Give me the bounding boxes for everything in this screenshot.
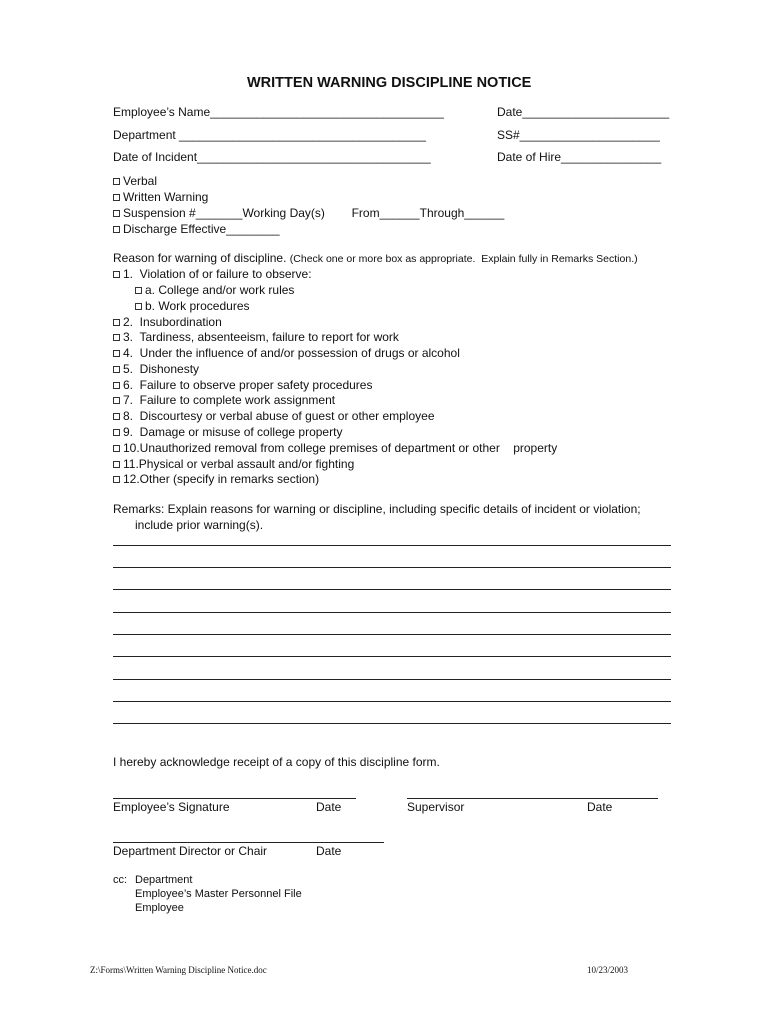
checkbox-icon[interactable] [113, 476, 120, 483]
reason-item-7[interactable] [113, 394, 335, 406]
department-field[interactable]: Department _____________________________________ [113, 128, 426, 142]
cc-item: Employee [135, 902, 184, 914]
checkbox-icon[interactable] [113, 461, 120, 468]
checkbox-icon[interactable] [113, 429, 120, 436]
reason-item-label: 5. Dishonesty [123, 362, 200, 376]
checkbox-icon[interactable] [113, 350, 120, 357]
reason-item-label: 10.Unauthorized removal from college premises of department or other property [123, 441, 558, 455]
checkbox-icon[interactable] [135, 287, 142, 294]
director-label: Department Director or Chair [113, 844, 268, 858]
employee-signature-line[interactable] [113, 798, 356, 799]
reason-item-11[interactable] [113, 458, 354, 470]
suspension-option[interactable] [113, 207, 504, 219]
remarks-instructions: Remarks: Explain reasons for warning or discipline, including specific details of incident or violation; [113, 502, 641, 516]
supervisor-label: Supervisor [407, 800, 465, 814]
checkbox-icon[interactable] [113, 413, 120, 420]
discharge-option[interactable] [113, 223, 280, 235]
page-title: WRITTEN WARNING DISCIPLINE NOTICE [247, 75, 532, 91]
reason-intro-note: (Check one or more box as appropriate. Explain fully in Remarks Section.) [289, 253, 638, 265]
reason-item-10[interactable] [113, 442, 557, 454]
checkbox-icon[interactable] [113, 226, 120, 233]
cc-item: Employee’s Master Personnel File [135, 888, 302, 900]
reason-item-label: b. Work procedures [145, 299, 250, 313]
remarks-line[interactable] [113, 612, 671, 613]
date-of-hire-field[interactable]: Date of Hire_______________ [497, 150, 662, 164]
employee-date-label: Date [316, 800, 342, 814]
date-of-incident-field[interactable]: Date of Incident___________________________________ [113, 150, 431, 164]
footer-date: 10/23/2003 [587, 965, 629, 975]
remarks-line[interactable] [113, 723, 671, 724]
director-signature-line[interactable] [113, 842, 384, 843]
remarks-line[interactable] [113, 589, 671, 590]
remarks-line[interactable] [113, 634, 671, 635]
verbal-label: Verbal [123, 174, 158, 188]
verbal-option[interactable] [113, 175, 157, 187]
reason-item-1[interactable] [113, 268, 312, 280]
reason-item-8[interactable] [113, 410, 435, 422]
reason-item-1a[interactable] [135, 284, 294, 296]
footer-file-path: Z:\Forms\Written Warning Discipline Notice.doc [90, 965, 267, 975]
reason-item-label: 9. Damage or misuse of college property [123, 425, 343, 439]
reason-item-9[interactable] [113, 426, 342, 438]
reason-item-label: 7. Failure to complete work assignment [123, 393, 336, 407]
suspension-label: Suspension #_______Working Day(s) From______Through______ [123, 206, 505, 220]
checkbox-icon[interactable] [113, 194, 120, 201]
employee-signature-label: Employee’s Signature [113, 800, 230, 814]
checkbox-icon[interactable] [113, 397, 120, 404]
remarks-line[interactable] [113, 701, 671, 702]
remarks-line[interactable] [113, 567, 671, 568]
reason-item-12[interactable] [113, 473, 319, 485]
checkbox-icon[interactable] [113, 334, 120, 341]
reason-item-label: 6. Failure to observe proper safety procedures [123, 378, 373, 392]
reason-intro-text: Reason for warning of discipline. [113, 251, 287, 265]
supervisor-signature-line[interactable] [407, 798, 658, 799]
reason-item-5[interactable] [113, 363, 199, 375]
reason-item-label: 12.Other (specify in remarks section) [123, 472, 320, 486]
checkbox-icon[interactable] [113, 366, 120, 373]
reason-item-label: a. College and/or work rules [145, 283, 295, 297]
remarks-line[interactable] [113, 545, 671, 546]
remarks-line[interactable] [113, 656, 671, 657]
checkbox-icon[interactable] [113, 271, 120, 278]
reason-item-4[interactable] [113, 347, 460, 359]
reason-item-3[interactable] [113, 331, 399, 343]
checkbox-icon[interactable] [113, 382, 120, 389]
reason-item-label: 11.Physical or verbal assault and/or fighting [123, 457, 355, 471]
checkbox-icon[interactable] [113, 445, 120, 452]
reason-item-label: 2. Insubordination [123, 315, 222, 329]
supervisor-date-label: Date [587, 800, 613, 814]
written-warning-option[interactable] [113, 191, 208, 203]
reason-item-label: 3. Tardiness, absenteeism, failure to report for work [123, 330, 399, 344]
reason-item-label: 4. Under the influence of and/or possession of drugs or alcohol [123, 346, 460, 360]
reason-item-6[interactable] [113, 379, 372, 391]
written-warning-label: Written Warning [123, 190, 209, 204]
cc-item: Department [135, 874, 193, 886]
reason-item-1b[interactable] [135, 300, 250, 312]
employee-name-field[interactable]: Employee’s Name___________________________________ [113, 105, 444, 119]
checkbox-icon[interactable] [135, 303, 142, 310]
checkbox-icon[interactable] [113, 319, 120, 326]
director-date-label: Date [316, 844, 342, 858]
remarks-instructions-cont: include prior warning(s). [135, 518, 264, 532]
reason-item-label: 8. Discourtesy or verbal abuse of guest or other employee [123, 409, 435, 423]
discharge-label: Discharge Effective________ [123, 222, 280, 236]
reason-item-2[interactable] [113, 316, 222, 328]
checkbox-icon[interactable] [113, 178, 120, 185]
date-field[interactable]: Date______________________ [497, 105, 670, 119]
ss-field[interactable]: SS#_____________________ [497, 128, 660, 142]
reason-item-label: 1. Violation of or failure to observe: [123, 267, 312, 281]
acknowledgement-text: I hereby acknowledge receipt of a copy of this discipline form. [113, 755, 440, 769]
cc-label: cc: [113, 874, 128, 886]
reason-intro [113, 252, 638, 265]
remarks-line[interactable] [113, 679, 671, 680]
checkbox-icon[interactable] [113, 210, 120, 217]
